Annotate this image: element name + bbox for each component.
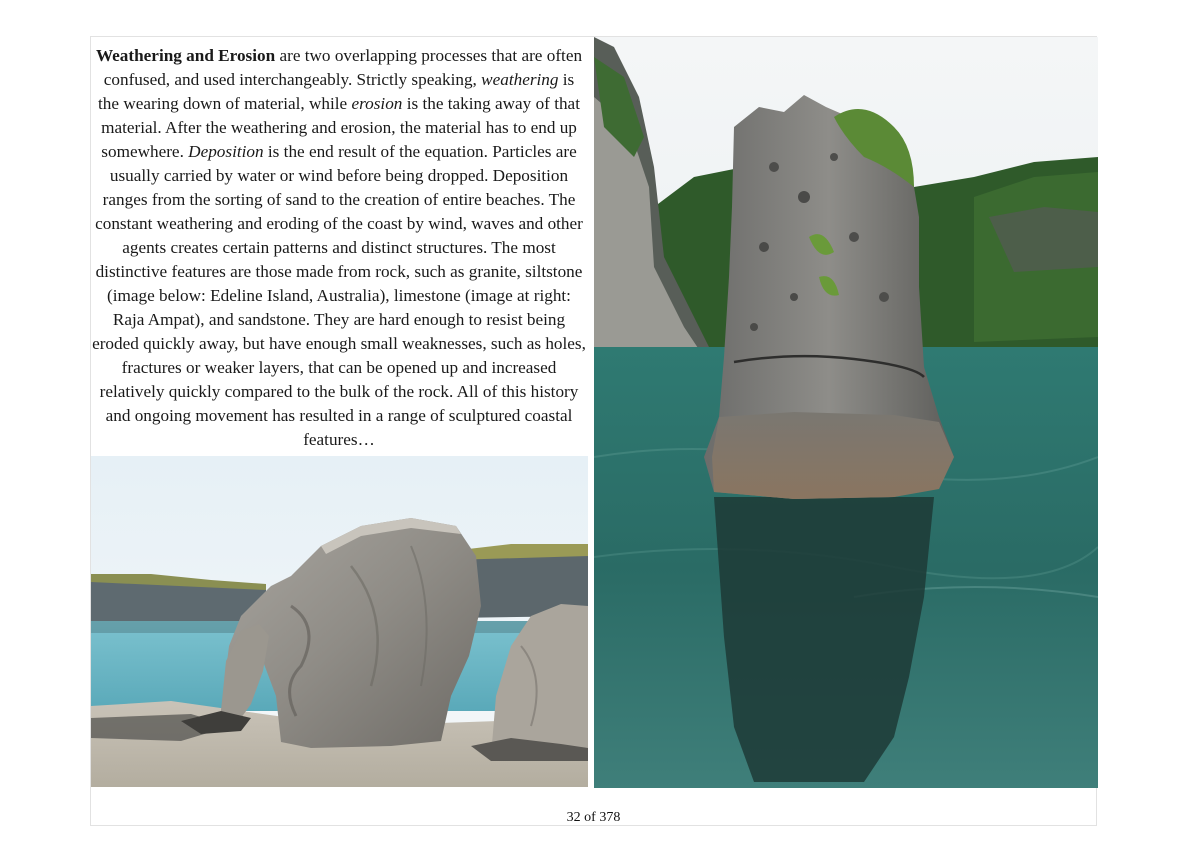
term-weathering-and-erosion: Weathering and Erosion xyxy=(95,46,276,65)
paragraph-text-3: is the taking away of that material. After the weathering and erosion, the material has to end up somewhere. xyxy=(101,94,580,161)
page-number: 32 of 378 xyxy=(566,810,621,825)
body-paragraph xyxy=(92,44,586,499)
paragraph-text-4: is the end result of the equation. Particles are usually carried by water or wind before being dropped. Deposition ranges from the sorting of sand to the creation of entire beaches. The constant weathering and eroding of the coast by wind, waves and other agents creates certain patterns and distinct structures. The most distinctive features are those made from rock, such as granite, siltstone (image below: Edeline Island, Australia), limestone (image at right: Raja Ampat), and sandstone. They are hard enough to resist being eroded quickly away, but have enough small weaknesses, such as holes, fractures or weaker layers, that can be opened up and increased relatively quickly compared to the bulk of the rock. All of this history and ongoing movement has resulted in a range of sculptured coastal features… xyxy=(92,142,586,449)
edeline-island-photo xyxy=(91,456,588,787)
paragraph-text-2: is the wearing down of material, while xyxy=(98,70,575,113)
term-weathering: weathering xyxy=(481,70,559,89)
term-erosion: erosion xyxy=(351,94,403,113)
paragraph-text-1: are two overlapping processes that are often confused, and used interchangeably. Strictly speaking, xyxy=(103,46,583,89)
term-deposition: Deposition xyxy=(188,142,264,161)
raja-ampat-photo xyxy=(594,37,1098,788)
